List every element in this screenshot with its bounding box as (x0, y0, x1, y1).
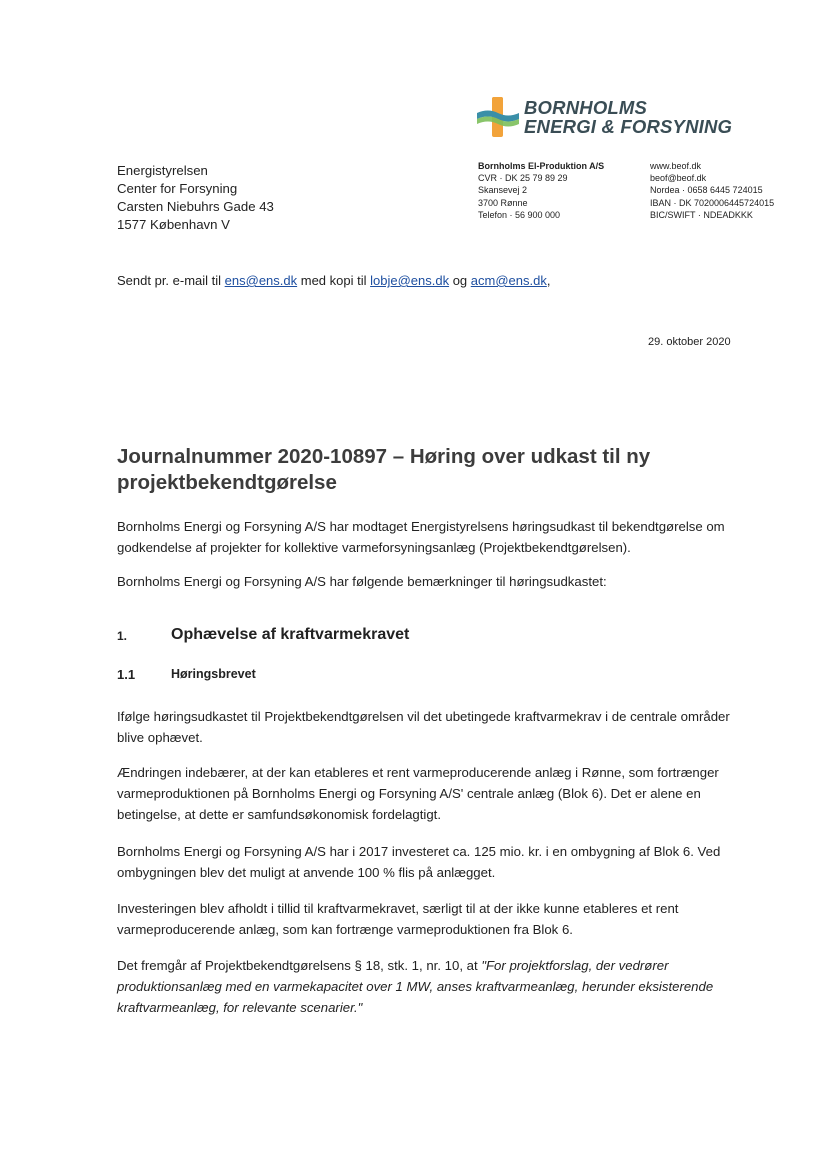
company-phone: Telefon · 56 900 000 (478, 209, 561, 220)
email-link-lobje[interactable]: lobje@ens.dk (370, 273, 450, 288)
company-cvr: CVR · DK 25 79 89 29 (478, 173, 568, 184)
intro-paragraph-1: Bornholms Energi og Forsyning A/S har modtaget Energistyrelsens høringsudkast til bekendtgørelse om godkendelse af projekter for kollektive varmeforsyningsanlæg (Projektbekendtgørelsen). (117, 519, 725, 555)
company-email: beof@beof.dk (650, 173, 707, 184)
company-city: 3700 Rønne (478, 197, 528, 208)
section-1-1-number: 1.1 (117, 667, 136, 682)
company-nordea: Nordea · 0658 6445 724015 (650, 185, 763, 196)
body-paragraph-3: Bornholms Energi og Forsyning A/S har i 2017 investeret ca. 125 mio. kr. i en ombygning af Blok 6. Ved ombygningen blev det muligt at anvende 100 % flis på anlægget. (117, 844, 721, 880)
sent-middle: med kopi til (297, 273, 371, 288)
section-1-number: 1. (117, 629, 128, 643)
letter-date: 29. oktober 2020 (648, 336, 731, 348)
body-paragraph-2: Ændringen indebærer, at der kan etableres et rent varmeproducerende anlæg i Rønne, som fortrænger varmeproduktionen på Bornholms Energi og Forsyning A/S' centrale anlæg (Blok 6). Det er alene en betingelse, at dette er samfundsøkonomisk fordelagtigt. (117, 765, 719, 822)
sent-prefix: Sendt pr. e-mail til (117, 273, 225, 288)
sent-og: og (449, 273, 471, 288)
company-info-left (478, 160, 604, 221)
logo-wordmark (524, 98, 732, 136)
section-1-title: Ophævelse af kraftvarmekravet (171, 626, 410, 643)
intro-paragraph-2: Bornholms Energi og Forsyning A/S har følgende bemærkninger til høringsudkastet: (117, 574, 607, 589)
recipient-line: Energistyrelsen (117, 163, 208, 178)
company-iban: IBAN · DK 7020006445724015 (650, 197, 775, 208)
body-paragraph-1: Ifølge høringsudkastet til Projektbekendtgørelsen vil det ubetingede kraftvarmekrav i de centrale områder blive ophævet. (117, 709, 730, 745)
logo-line1: BORNHOLMS (524, 97, 648, 118)
logo-line2: ENERGI & FORSYNING (524, 116, 733, 137)
company-name: Bornholms El-Produktion A/S (478, 161, 605, 171)
recipient-line: Center for Forsyning (117, 181, 238, 196)
company-bic: BIC/SWIFT · NDEADKKK (650, 209, 753, 220)
company-street: Skansevej 2 (478, 185, 528, 196)
page-title: Journalnummer 2020-10897 – Høring over udkast til ny projektbekendtgørelse (117, 445, 651, 494)
company-web: www.beof.dk (650, 161, 702, 171)
recipient-line: 1577 København V (117, 217, 230, 232)
paragraph-5-text: Det fremgår af Projektbekendtgørelsens § 18, stk. 1, nr. 10, at (117, 958, 482, 973)
body-paragraph-4: Investeringen blev afholdt i tillid til kraftvarmekravet, særligt til at der ikke kunne etableres et rent varmeproducerende anlæg, som kan fortrænge varmeproduktionen fra Blok 6. (117, 901, 679, 937)
body-paragraph-5 (117, 955, 747, 1018)
sent-line (117, 273, 550, 288)
section-1-1-title: Høringsbrevet (171, 667, 256, 681)
company-info-right (650, 160, 774, 221)
paragraph-5-quote: "For projektforslag, der vedrører produktionsanlæg med en varmekapacitet over 1 MW, anses kraftvarmeanlæg, herunder eksisterende kraftvarmeanlæg, for relevante scenarier." (117, 958, 714, 1015)
email-link-acm[interactable]: acm@ens.dk (470, 273, 547, 288)
company-logo (476, 96, 746, 140)
plus-logo-icon (476, 96, 520, 140)
recipient-line: Carsten Niebuhrs Gade 43 (117, 199, 274, 214)
email-link-ens[interactable]: ens@ens.dk (224, 273, 298, 288)
recipient-address (117, 162, 274, 234)
sent-suffix: , (546, 273, 551, 288)
